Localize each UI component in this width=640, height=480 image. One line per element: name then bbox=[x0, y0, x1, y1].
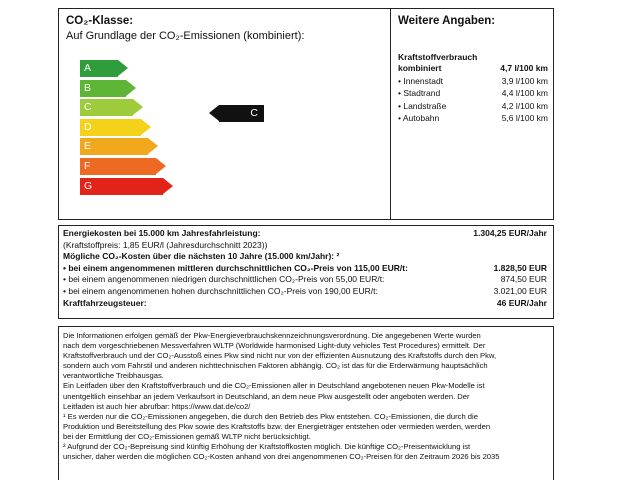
legal-info-line: Leitfaden ist auch hier abrufbar: https://www.dat.de/co2/ bbox=[63, 401, 251, 411]
co2-class-label: C bbox=[84, 101, 92, 114]
legal-info-line: Kraftstoffverbrauch und der CO₂-Ausstoß eines Pkw sind nicht nur von der effizienten Ausnutzung des Kraftstoffs durch den Pkw, bbox=[63, 351, 497, 361]
co2-cost-high-row: • bei einem angenommenen hohen durchschnittlichen CO₂-Preis von 190,00 EUR/t: 3.021,00 EUR bbox=[63, 285, 547, 296]
co2-class-label: F bbox=[84, 159, 91, 172]
costs-panel bbox=[58, 225, 554, 319]
co2-class-title: CO₂-Klasse: bbox=[66, 15, 134, 27]
co2-cost-medium-row: • bei einem angenommenen mittleren durchschnittlichen CO₂-Preis von 115,00 EUR/t: 1.828,50 EUR bbox=[63, 262, 547, 273]
fuel-consumption-heading: Kraftstoffverbrauch bbox=[398, 52, 478, 62]
co2-class-label: E bbox=[84, 140, 92, 153]
co2-cost-low-row: • bei einem angenommenen niedrigen durchschnittlichen CO₂-Preis von 55,00 EUR/t: 874,50 EUR bbox=[63, 274, 547, 285]
energy-cost-row: Energiekosten bei 15.000 km Jahresfahrleistung: 1.304,25 EUR/Jahr bbox=[63, 228, 547, 238]
co2-class-subtitle: Auf Grundlage der CO₂-Emissionen (kombiniert): bbox=[66, 30, 305, 42]
current-class-label: C bbox=[250, 107, 258, 119]
fuel-row-city: • Innenstadt 3,9 l/100 km bbox=[398, 75, 548, 86]
fuel-consumption-table bbox=[398, 63, 548, 126]
legal-info-line: Produktion und Bereitstellung des Pkw sowie des Kraftstoffs bzw. der Energieträger entstehen oder vermieden werden, werden bbox=[63, 421, 491, 431]
fuel-price-row: (Kraftstoffpreis: 1,85 EUR/l (Jahresdurchschnitt 2023)) bbox=[63, 239, 268, 250]
additional-info-title: Weitere Angaben: bbox=[398, 15, 496, 27]
legal-info-text bbox=[59, 327, 553, 462]
legal-info-line: verantwortliche Treibhausgas. bbox=[63, 371, 164, 381]
co2-class-panel bbox=[58, 8, 391, 220]
legal-info-line: Die Informationen erfolgen gemäß der Pkw-Energieverbrauchskennzeichnungsverordnung. Die angegebenen Werte wurden bbox=[63, 331, 481, 340]
co2-class-label: A bbox=[84, 62, 92, 74]
legal-info-panel bbox=[58, 326, 554, 480]
legal-info-line: unentgeltlich einsehbar an jedem Verkaufsort in Deutschland, an dem neue Pkw ausgestellt oder angeboten werden. Der bbox=[63, 391, 470, 401]
current-class-marker bbox=[209, 105, 264, 122]
vehicle-tax-row: Kraftfahrzeugsteuer: 46 EUR/Jahr bbox=[63, 297, 547, 308]
co2-class-label: D bbox=[84, 120, 92, 133]
legal-info-line: unsicher, daher werden die möglichen CO₂-Kosten anhand von drei angenommenen CO₂-Preisen für den Zeitraum 2026 bis 2035 bbox=[63, 452, 500, 462]
co2-cost-heading: Mögliche CO₂-Kosten über die nächsten 10 Jahre (15.000 km/Jahr): ² bbox=[63, 251, 340, 262]
legal-info-line: ² Aufgrund der CO₂-Bepreisung sind künftig Erhöhung der Kraftstoffkosten möglich. Die künftige CO₂-Preisentwicklung ist bbox=[63, 442, 471, 452]
fuel-row-suburban: • Stadtrand 4,4 l/100 km bbox=[398, 88, 548, 98]
legal-info-line: Ein Leitfaden über den Kraftstoffverbrauch und die CO₂-Emissionen aller in Deutschland angebotenen neuen Pkw-Modelle ist bbox=[63, 381, 485, 391]
co2-class-label: B bbox=[84, 81, 92, 94]
co2-class-label: G bbox=[84, 179, 93, 192]
legal-info-line: sondern auch vom Fahrstil und anderen nichttechnischen Faktoren abhängig. CO₂ ist das für die Erderwärmung hauptsächlich bbox=[63, 361, 488, 371]
fuel-row-rural: • Landstraße 4,2 l/100 km bbox=[398, 100, 548, 111]
legal-info-line: nach dem vorgeschriebenen Messverfahren WLTP (Worldwide harmonised Light-duty vehicles Test Procedures) ermittelt. Der bbox=[63, 341, 486, 351]
legal-info-line: bei der Ermittlung der CO₂-Emissionen gemäß WLTP nicht berücksichtigt. bbox=[63, 431, 311, 441]
fuel-row-combined: kombiniert 4,7 l/100 km bbox=[398, 63, 548, 73]
fuel-row-highway: • Autobahn 5,6 l/100 km bbox=[398, 113, 548, 123]
additional-info-panel bbox=[390, 8, 554, 220]
marker-arrow-icon bbox=[209, 105, 219, 121]
legal-info-line: ¹ Es werden nur die CO₂-Emissionen angegeben, die durch den Betrieb des Pkw entstehen. CO₂-Emissionen, die durch die bbox=[63, 411, 478, 421]
